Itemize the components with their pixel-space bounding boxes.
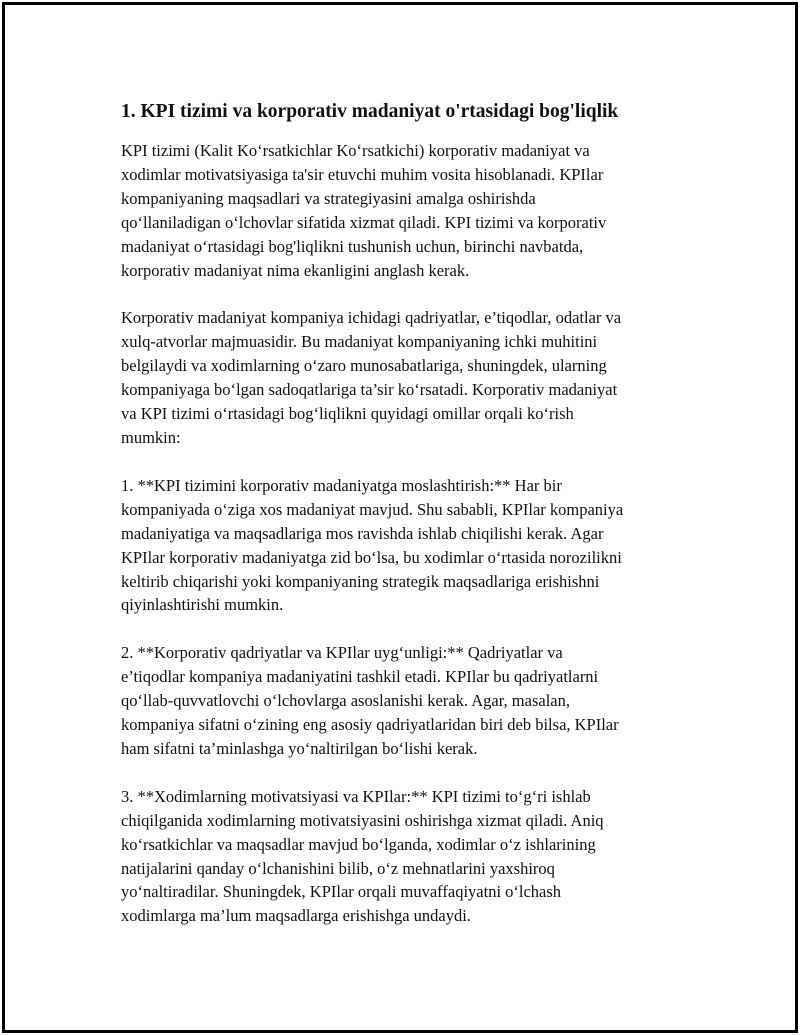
section-heading: 1. KPI tizimi va korporativ madaniyat o'rtasidagi bog'liqlik	[121, 101, 619, 122]
document-body	[121, 99, 691, 952]
paragraph-point-2: 2. **Korporativ qadriyatlar va KPIlar uygʻunligi:** Qadriyatlar va e’tiqodlar kompaniya madaniyatini tashkil etadi. KPIlar bu qadriyatlarni qoʻllab-quvvatlovchi oʻlchovlarga asoslanishi kerak. Agar, masalan, kompaniya sifatni oʻzining eng asosiy qadriyatlaridan biri deb bilsa, KPIlar ham sifatni ta’minlashga yoʻnaltirilgan boʻlishi kerak.	[121, 643, 619, 758]
paragraph-point-3: 3. **Xodimlarning motivatsiyasi va KPIlar:** KPI tizimi toʻgʻri ishlab chiqilganida xodimlarning motivatsiyasini oshirishga xizmat qiladi. Aniq koʻrsatkichlar va maqsadlar mavjud boʻlganda, xodimlar oʻz ishlarining natijalarini qanday oʻlchanishini bilib, oʻz mehnatlarini yaxshiroq yoʻnaltiradilar. Shuningdek, KPIlar orqali muvaffaqiyatni oʻlchash xodimlarga ma’lum maqsadlarga erishishga undaydi.	[121, 786, 604, 926]
paragraph-point-1: 1. **KPI tizimini korporativ madaniyatga moslashtirish:** Har bir kompaniyada oʻziga xos madaniyat mavjud. Shu sababli, KPIlar kompaniya madaniyatiga va maqsadlariga mos ravishda ishlab chiqilishi kerak. Agar KPIlar korporativ madaniyatga zid boʻlsa, bu xodimlar oʻrtasida norozilikni keltirib chiqarishi yoki kompaniyaning strategik maqsadlariga erishishni qiyinlashtirishi mumkin.	[121, 475, 624, 615]
paragraph-corporate-culture: Korporativ madaniyat kompaniya ichidagi qadriyatlar, e’tiqodlar, odatlar va xulq-atvorlar majmuasidir. Bu madaniyat kompaniyaning ichki muhitini belgilaydi va xodimlarning oʻzaro munosabatlariga, shuningdek, ularning kompaniyaga boʻlgan sadoqatlariga ta’sir koʻrsatadi. Korporativ madaniyat va KPI tizimi oʻrtasidagi bogʻliqlikni quyidagi omillar orqali koʻrish mumkin:	[121, 308, 622, 447]
paragraph-intro: KPI tizimi (Kalit Koʻrsatkichlar Koʻrsatkichi) korporativ madaniyat va xodimlar motivatsiyasiga ta'sir etuvchi muhim vosita hisoblanadi. KPIlar kompaniyaning maqsadlari va strategiyasini amalga oshirishda qoʻllaniladigan oʻlchovlar sifatida xizmat qiladi. KPI tizimi va korporativ madaniyat oʻrtasidagi bog'liqlikni tushunish uchun, birinchi navbatda, korporativ madaniyat nima ekanligini anglash kerak.	[121, 141, 607, 280]
page-frame	[2, 2, 798, 1033]
